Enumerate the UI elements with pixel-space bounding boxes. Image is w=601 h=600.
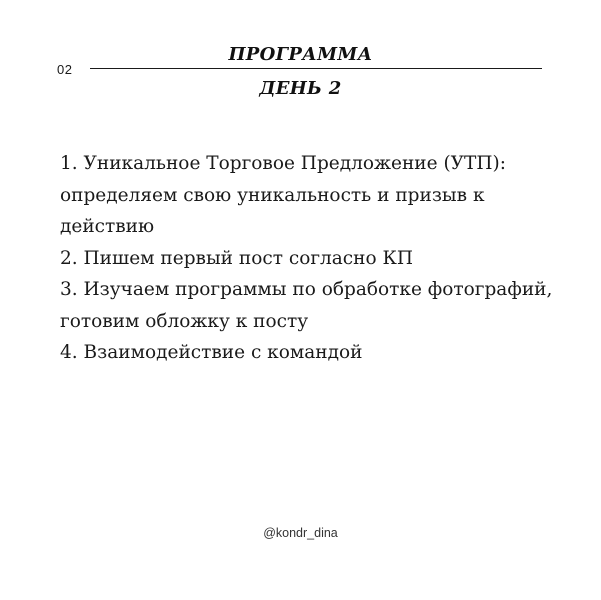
program-item-1: 1. Уникальное Торговое Предложение (УТП): определяем свою уникальность и призыв к действию (60, 153, 506, 237)
program-item-3: 3. Изучаем программы по обработке фотографий, готовим обложку к посту (60, 279, 553, 332)
day-title: ДЕНЬ 2 (259, 78, 342, 99)
author-handle: @kondr_dina (263, 526, 338, 540)
program-list (60, 148, 560, 369)
program-item-4: 4. Взаимодействие с командой (60, 342, 363, 363)
page-number: 02 (57, 62, 73, 77)
program-title: ПРОГРАММА (228, 44, 373, 65)
header-divider (90, 68, 542, 69)
program-item-2: 2. Пишем первый пост согласно КП (60, 247, 413, 269)
